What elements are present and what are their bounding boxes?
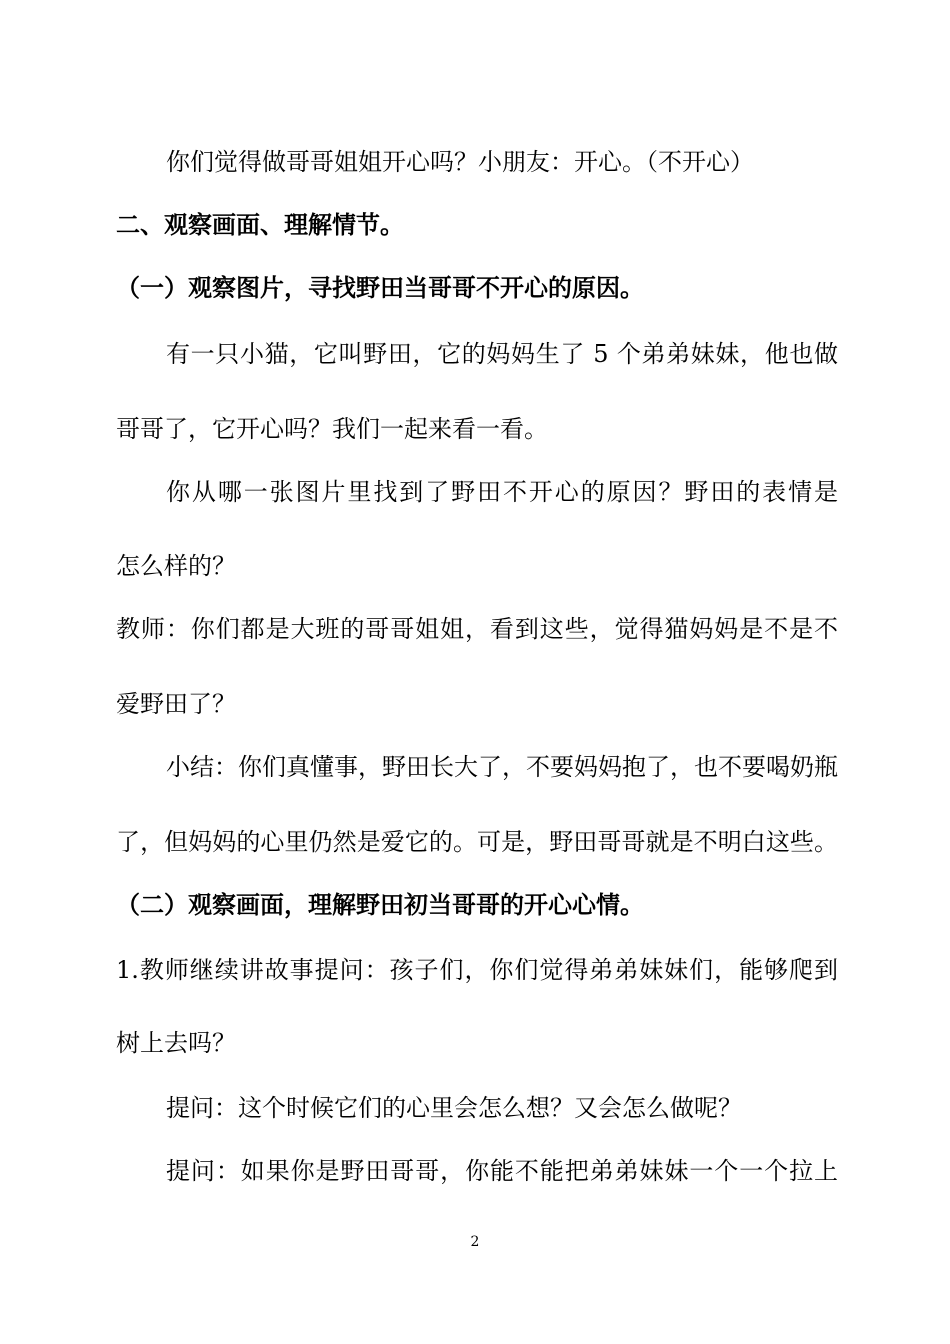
paragraph-line-15: 提问：这个时候它们的心里会怎么想？又会怎么做呢？ — [166, 1094, 742, 1122]
subsection-heading-2: （二）观察画面，理解野田初当哥哥的开心心情。 — [116, 890, 644, 919]
paragraph-line-14: 树上去吗？ — [116, 1029, 236, 1057]
paragraph-line-5: 哥哥了，它开心吗？我们一起来看一看。 — [116, 415, 548, 443]
page-number: 2 — [470, 1234, 480, 1250]
paragraph-line-8: 教师：你们都是大班的哥哥姐姐，看到这些，觉得猫妈妈是不是不 — [116, 615, 838, 643]
paragraph-line-6: 你从哪一张图片里找到了野田不开心的原因？野田的表情是 — [166, 478, 838, 506]
paragraph-line-1: 你们觉得做哥哥姐姐开心吗？小朋友：开心。（不开心） — [166, 148, 754, 176]
paragraph-line-9: 爱野田了？ — [116, 690, 236, 718]
paragraph-line-10: 小结：你们真懂事，野田长大了，不要妈妈抱了，也不要喝奶瓶 — [166, 753, 838, 781]
paragraph-line-11: 了，但妈妈的心里仍然是爱它的。可是，野田哥哥就是不明白这些。 — [116, 828, 838, 856]
paragraph-line-13: 1.教师继续讲故事提问：孩子们，你们觉得弟弟妹妹们，能够爬到 — [116, 956, 838, 984]
subsection-heading-1: （一）观察图片，寻找野田当哥哥不开心的原因。 — [116, 273, 644, 302]
section-heading-2: 二、观察画面、理解情节。 — [116, 210, 404, 239]
paragraph-line-7: 怎么样的？ — [116, 552, 236, 580]
paragraph-line-4: 有一只小猫，它叫野田，它的妈妈生了 5 个弟弟妹妹，他也做 — [166, 340, 838, 368]
paragraph-line-16: 提问：如果你是野田哥哥，你能不能把弟弟妹妹一个一个拉上 — [166, 1157, 838, 1185]
